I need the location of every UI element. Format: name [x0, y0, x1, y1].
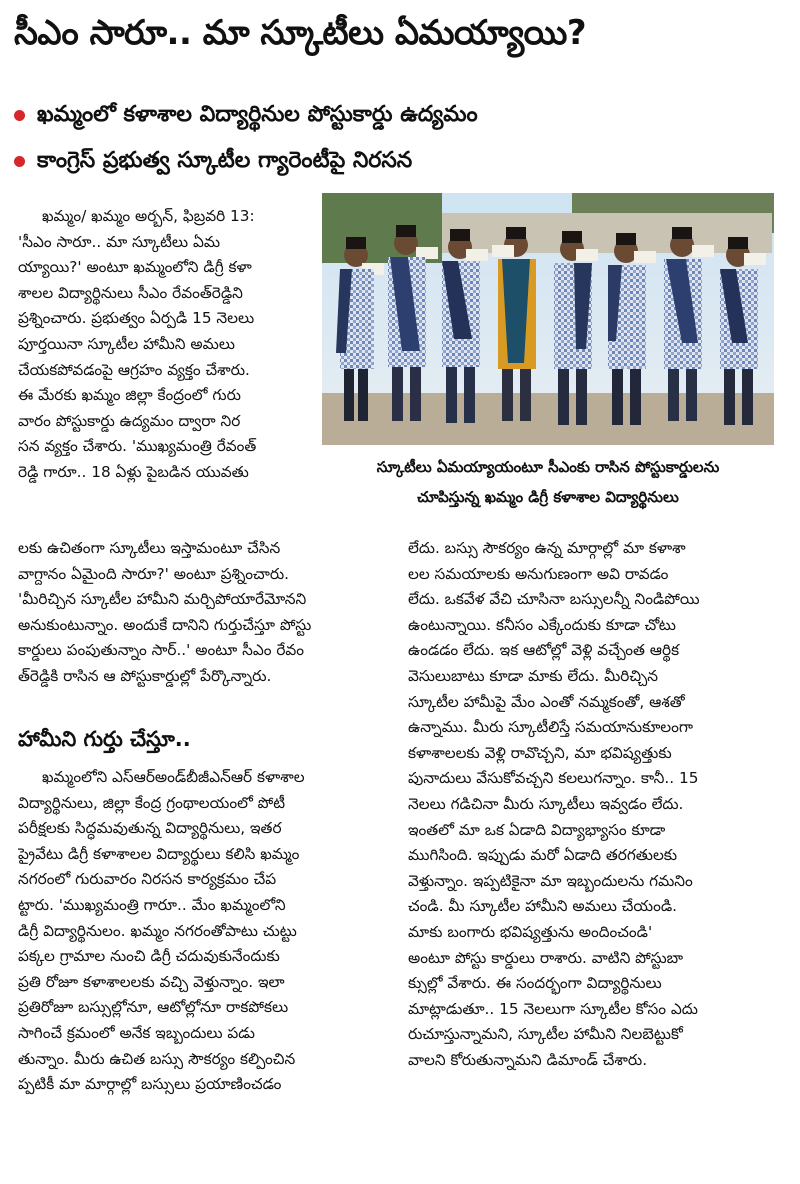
text-line: లేదు. బస్సు సౌకర్యం ఉన్న మార్గాల్లో మా కళాశా [408, 539, 686, 557]
headline: సీఎం సారూ.. మా స్కూటీలు ఏమయ్యాయి? [14, 13, 587, 53]
text-line: ఖమ్మం/ ఖమ్మం అర్బన్, ఫిబ్రవరి 13: [42, 207, 255, 225]
text-line: వాగ్దానం ఏమైంది సారూ?' అంటూ ప్రశ్నించారు. [18, 564, 290, 583]
text-line: త్‌రెడ్డికి రాసిన ఆ పోస్టుకార్డుల్లో పేర్కొన్నారు. [18, 666, 272, 685]
text-line: వాలని కోరుతున్నామని డిమాండ్ చేశారు. [408, 1050, 648, 1069]
text-line: ముగిసింది. ఇప్పుడు మరో ఏడాది తరగతులకు [408, 846, 678, 865]
column-2 [408, 536, 780, 1073]
text-line: రెడ్డి గారూ.. 18 ఏళ్లు పైబడిన యువతు [18, 462, 249, 481]
text-line: స్కూటీల హామీపై మేం ఎంతో నమ్మకంతో, ఆశతో [408, 692, 685, 711]
text-line: ప్రశ్నించారు. ప్రభుత్వం ఏర్పడి 15 నెలలు [18, 309, 255, 328]
text-line: ప్రైవేటు డిగ్రీ కళాశాలల విద్యార్థులు కలిసి ఖమ్మం [18, 844, 300, 863]
bullet-point-1 [14, 100, 786, 130]
photo-caption [322, 452, 774, 512]
text-line: వెసులుబాటు కూడా మాకు లేదు. మీరిచ్చిన [408, 666, 658, 685]
bullet-dot-icon [14, 110, 25, 121]
text-line: మాట్లాడుతూ.. 15 నెలలుగా స్కూటీల కోసం ఎదు [408, 999, 698, 1018]
text-line: ఉండడం లేదు. ఇక ఆటోల్లో వెళ్లి వచ్చేంత ఆర్థిక [408, 641, 680, 660]
text-line: అనుకుంటున్నాం. అందుకే దానిని గుర్తుచేస్తూ పోస్టు [18, 615, 312, 634]
bullet-point-2 [14, 146, 786, 176]
bullet-dot-icon [14, 156, 25, 167]
text-line: అంటూ పోస్టు కార్డులు రాశారు. వాటిని పోస్టుబా [408, 948, 684, 967]
text-line: విద్యార్థినులు, జిల్లా కేంద్ర గ్రంథాలయంలో పోటీ [18, 793, 286, 812]
text-line: 'సీఎం సారూ.. మా స్కూటీలు ఏమ [18, 232, 220, 251]
caption-line: చూపిస్తున్న ఖమ్మం డిగ్రీ కళాశాల విద్యార్థినులు [417, 488, 679, 506]
column-1-bottom [18, 765, 396, 1098]
text-line: మాకు బంగారు భవిష్యత్తును అందించండి' [408, 922, 653, 941]
text-line: లేదు. ఒకవేళ వేచి చూసినా బస్సులన్నీ నిండిపోయి [408, 590, 700, 609]
text-line: పునాదులు వేసుకోవచ్చని కలలుగన్నాం. కానీ.. 15 [408, 769, 699, 788]
bullet-text: కాంగ్రెస్ ప్రభుత్వ స్కూటీల గ్యారెంటీపై నిరసన [37, 148, 413, 173]
text-line: లల సమయాలకు అనుగుణంగా అవి రావడం [408, 564, 669, 583]
text-line: రుచూస్తున్నామని, స్కూటీల హామీని నిలబెట్టుకో [408, 1025, 683, 1044]
text-line: ప్పటికీ మా మార్గాల్లో బస్సులు ప్రయాణించడం [18, 1075, 282, 1094]
bullet-text: ఖమ్మంలో కళాశాల విద్యార్థినుల పోస్టుకార్డు ఉద్యమం [37, 102, 478, 127]
text-line: ప్రతిరోజూ బస్సుల్లోనూ, ఆటోల్లోనూ రాకపోకలు [18, 998, 289, 1017]
text-line: ఉన్నాము. మీరు స్కూటీలిస్తే సమయానుకూలంగా [408, 718, 693, 737]
text-line: సాగించే క్రమంలో అనేక ఇబ్బందులు పడు [18, 1023, 255, 1042]
text-line: తున్నాం. మీరు ఉచిత బస్సు సౌకర్యం కల్పించిన [18, 1049, 296, 1068]
text-line: శాలల విద్యార్థినులు సీఎం రేవంత్‌రెడ్డిని [18, 283, 243, 302]
text-line: డిగ్రీ విద్యార్థినులం. ఖమ్మం నగరంతోపాటు చుట్టు [18, 921, 297, 940]
text-line: య్యాయి?' అంటూ ఖమ్మంలోని డిగ్రీ కళా [18, 258, 252, 277]
text-line: పరీక్షలకు సిద్ధమవుతున్న విద్యార్థినులు, ఇతర [18, 819, 282, 838]
text-line: కళాశాలలకు వెళ్లి రావొచ్చని, మా భవిష్యత్తుకు [408, 743, 672, 762]
text-line: 'మీరిచ్చిన స్కూటీల హామీని మర్చిపోయారేమోనని [18, 590, 307, 609]
text-line: నెలలు గడిచినా మీరు స్కూటీలు ఇవ్వడం లేదు. [408, 794, 684, 813]
text-line: చేయకపోవడంపై ఆగ్రహం వ్యక్తం చేశారు. [18, 360, 250, 379]
section-subheading: హామీని గుర్తు చేస్తూ.. [18, 727, 191, 751]
text-line: పూర్తయినా స్కూటీల హామీని అమలు [18, 334, 235, 353]
text-line: కార్డులు పంపుతున్నాం సార్..' అంటూ సీఎం రేవం [18, 641, 305, 660]
caption-line: స్కూటీలు ఏమయ్యాయంటూ సీఎంకు రాసిన పోస్టుకార్డులను [376, 458, 720, 476]
news-photo [322, 193, 774, 445]
text-line: చండి. మీ స్కూటీల హామీని అమలు చేయండి. [408, 897, 678, 916]
text-line: ఉంటున్నాయి. కనీసం ఎక్కేందుకు కూడా చోటు [408, 615, 676, 634]
text-line: ఇంతలో మా ఒక ఏడాది విద్యాభ్యాసం కూడా [408, 820, 666, 839]
text-line: వెళ్తున్నాం. ఇప్పటికైనా మా ఇబ్బందులను గమనిం [408, 871, 693, 890]
text-line: ప్రతి రోజూ కళాశాలలకు వచ్చి వెళ్తున్నాం. ఇలా [18, 972, 285, 991]
text-line: ఖమ్మంలోని ఎస్ఆర్అండ్‌బీజీఎన్ఆర్ కళాశాల [42, 768, 305, 786]
text-line: పక్కల గ్రామాల నుంచి డిగ్రీ చదువుకునేందుకు [18, 947, 280, 966]
text-line: వారం పోస్టుకార్డు ఉద్యమం ద్వారా నిర [18, 411, 241, 430]
text-line: నగరంలో గురువారం నిరసన కార్యక్రమం చేప [18, 870, 277, 889]
column-1-top [18, 204, 314, 486]
column-1-middle [18, 536, 396, 690]
text-line: ట్టారు. 'ముఖ్యమంత్రి గారూ.. మేం ఖమ్మంలోని [18, 895, 286, 914]
text-line: సన వ్యక్తం చేశారు. 'ముఖ్యమంత్రి రేవంత్ [18, 437, 257, 456]
text-line: ఈ మేరకు ఖమ్మం జిల్లా కేంద్రంలో గురు [18, 386, 241, 405]
text-line: లకు ఉచితంగా స్కూటీలు ఇస్తామంటూ చేసిన [18, 539, 281, 557]
students-holding-postcards-image [322, 193, 774, 445]
text-line: క్సుల్లో వేశారు. ఈ సందర్భంగా విద్యార్థినులు [408, 974, 662, 993]
